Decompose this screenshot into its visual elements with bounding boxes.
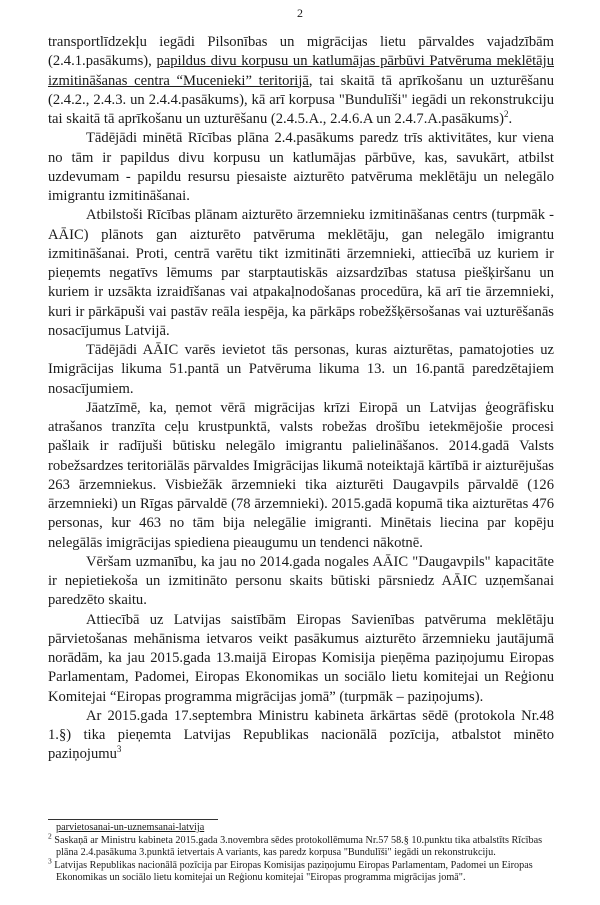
paragraph-7: Attiecībā uz Latvijas saistībām Eiropas Savienības patvēruma meklētāju pārvietošanas mehānisma ietvaros veikt pasākumus aizturēto ārzemnieku jautājumā norādām, ka jau 2015.gada 13.maijā Eiropas Komisija pieņēma paziņojumu Eiropas Parlamentam, Padomei, Eiropas Ekonomikas un sociālo lietu komitejai un Reģionu Komitejai “Eiropas programma migrācijas jomā” (turpmāk – paziņojums). (48, 611, 554, 705)
footnote-continuation: parvietosanai-un-uznemsanai-latvija (56, 822, 205, 833)
paragraph-4: Tādējādi AĀIC varēs ievietot tās personas, kuras aizturētas, pamatojoties uz Imigrācijas likuma 51.pantā un Patvēruma likuma 13. un 16.pantā paredzētajiem nosacījumiem. (48, 342, 554, 397)
footnote-ref-2: 2 (503, 109, 509, 120)
paragraph-6: Vēršam uzmanību, ka jau no 2014.gada nogales AĀIC "Daugavpils" kapacitāte ir nepietiekoša un izmitināto personu skaits būtiski pārsniedz AĀIC uzņemšanai paredzēto skaitu. (48, 553, 554, 609)
page-number: 2 (297, 6, 303, 20)
paragraph-1: transportlīdzekļu iegādi Pilsonības un migrācijas lietu pārvaldes vajadzībām (2.4.1.pasākums), papildus divu korpusu un katlumājas pārbūvi Patvēruma meklētāju izmitināšanas centra “Mucenieki” teritorijā, tai skaitā tā aprīkošanu un uzturēšanu (2.4.2., 2.4.3. un 2.4.4.pasākums), kā arī korpusa "Bundulīši" iegādi un rekonstrukciju tai skaitā tā aprīkošanu un uzturēšanu (2.4.5.A., 2.4.6.A un 2.4.7.A.pasākums)$^2$. (48, 34, 554, 127)
footnote-2: $^2$ Saskaņā ar Ministru kabineta 2015.gada 3.novembra sēdes protokollēmuma Nr.57 58.§ 10.punktu tika atbalstīts Rīcības plāna 2.4.pasākuma 3.punktā ietvertais A variants, kas paredz korpusa "Bundulīši" iegādi un rekonstrukciju. (48, 831, 543, 859)
paragraph-3: Atbilstoši Rīcības plānam aizturēto ārzemnieku izmitināšanas centrs (turpmāk - AĀIC) plānots gan aizturēto patvēruma meklētāju, gan nelegālo imigrantu izmitināšanai. Proti, centrā varētu tikt izmitināti ārzemnieki, attiecībā uz kuriem ir pieņemts negatīvs lēmums par starptautiskās aizsardzības statusa piešķiršanu un kuriem ir uzsākta izraidīšanas vai atpakaļnodošanas procedūra, kā arī tie ārzemnieki, kuri ir pārkāpuši vai pastāv reāla iespēja, ka pārkāps robežšķērsošanas vai uzturēšanās nosacījumus Latvijā. (48, 207, 554, 339)
footnote-ref-3: 3 (116, 744, 122, 755)
footnote-divider (48, 819, 218, 820)
paragraph-2: Tādējādi minētā Rīcības plāna 2.4.pasākums paredz trīs aktivitātes, kur viena no tām ir papildus divu korpusu un katlumājas pārbūve, kas, savukārt, atbilst uzdevumam - papildu resursu piesaiste aizturēto patvēruma meklētāju un nelegālo imigrantu izmitināšanai. (48, 130, 554, 204)
paragraph-5: Jāatzīmē, ka, ņemot vērā migrācijas krīzi Eiropā un Latvijas ģeogrāfisku atrašanos tranzīta ceļu krustpunktā, valsts robežas drošību ietekmējošie procesi pašlaik ir radījuši būtisku nelegālo imigrantu palielināšanos. 2014.gadā Valsts robežsardzes teritoriālās pārvaldes Imigrācijas likumā noteiktajā kārtībā ir aizturējušas 263 ārzemniekus. Visbiežāk ārzemnieki tika aizturēti Daugavpils pārvaldē (126 ārzemnieki) un Rīgas pārvaldē (78 ārzemnieki). 2015.gadā kopumā tika aizturētas 476 personas, kur 463 no tām bija nelegālie imigranti. Minētais liecina par kopēju nelegālās imigrācijas spiediena pieaugumu un tendenci nākotnē. (48, 399, 554, 551)
underlined-text: papildus divu korpusu un katlumājas pārbūvi Patvēruma meklētāju izmitināšanas centra “Mucenieki” teritorijā (48, 53, 554, 89)
footnote-3: $^3$ Latvijas Republikas nacionālā pozīcija par Eiropas Komisijas paziņojumu Eiropas Parlamentam, Padomei un Eiropas Ekonomikas un sociālo lietu komitejai un Reģionu komitejai "Eiropas programma migrācijas jomā". (48, 856, 533, 884)
paragraph-8: Ar 2015.gada 17.septembra Ministru kabineta ārkārtas sēdē (protokola Nr.48 1.§) tika pieņemta Latvijas Republikas nacionālā pozīcija, atbalstot minēto paziņojumu$^3$ (48, 707, 554, 763)
footnotes (48, 819, 554, 885)
body-text (48, 33, 554, 765)
